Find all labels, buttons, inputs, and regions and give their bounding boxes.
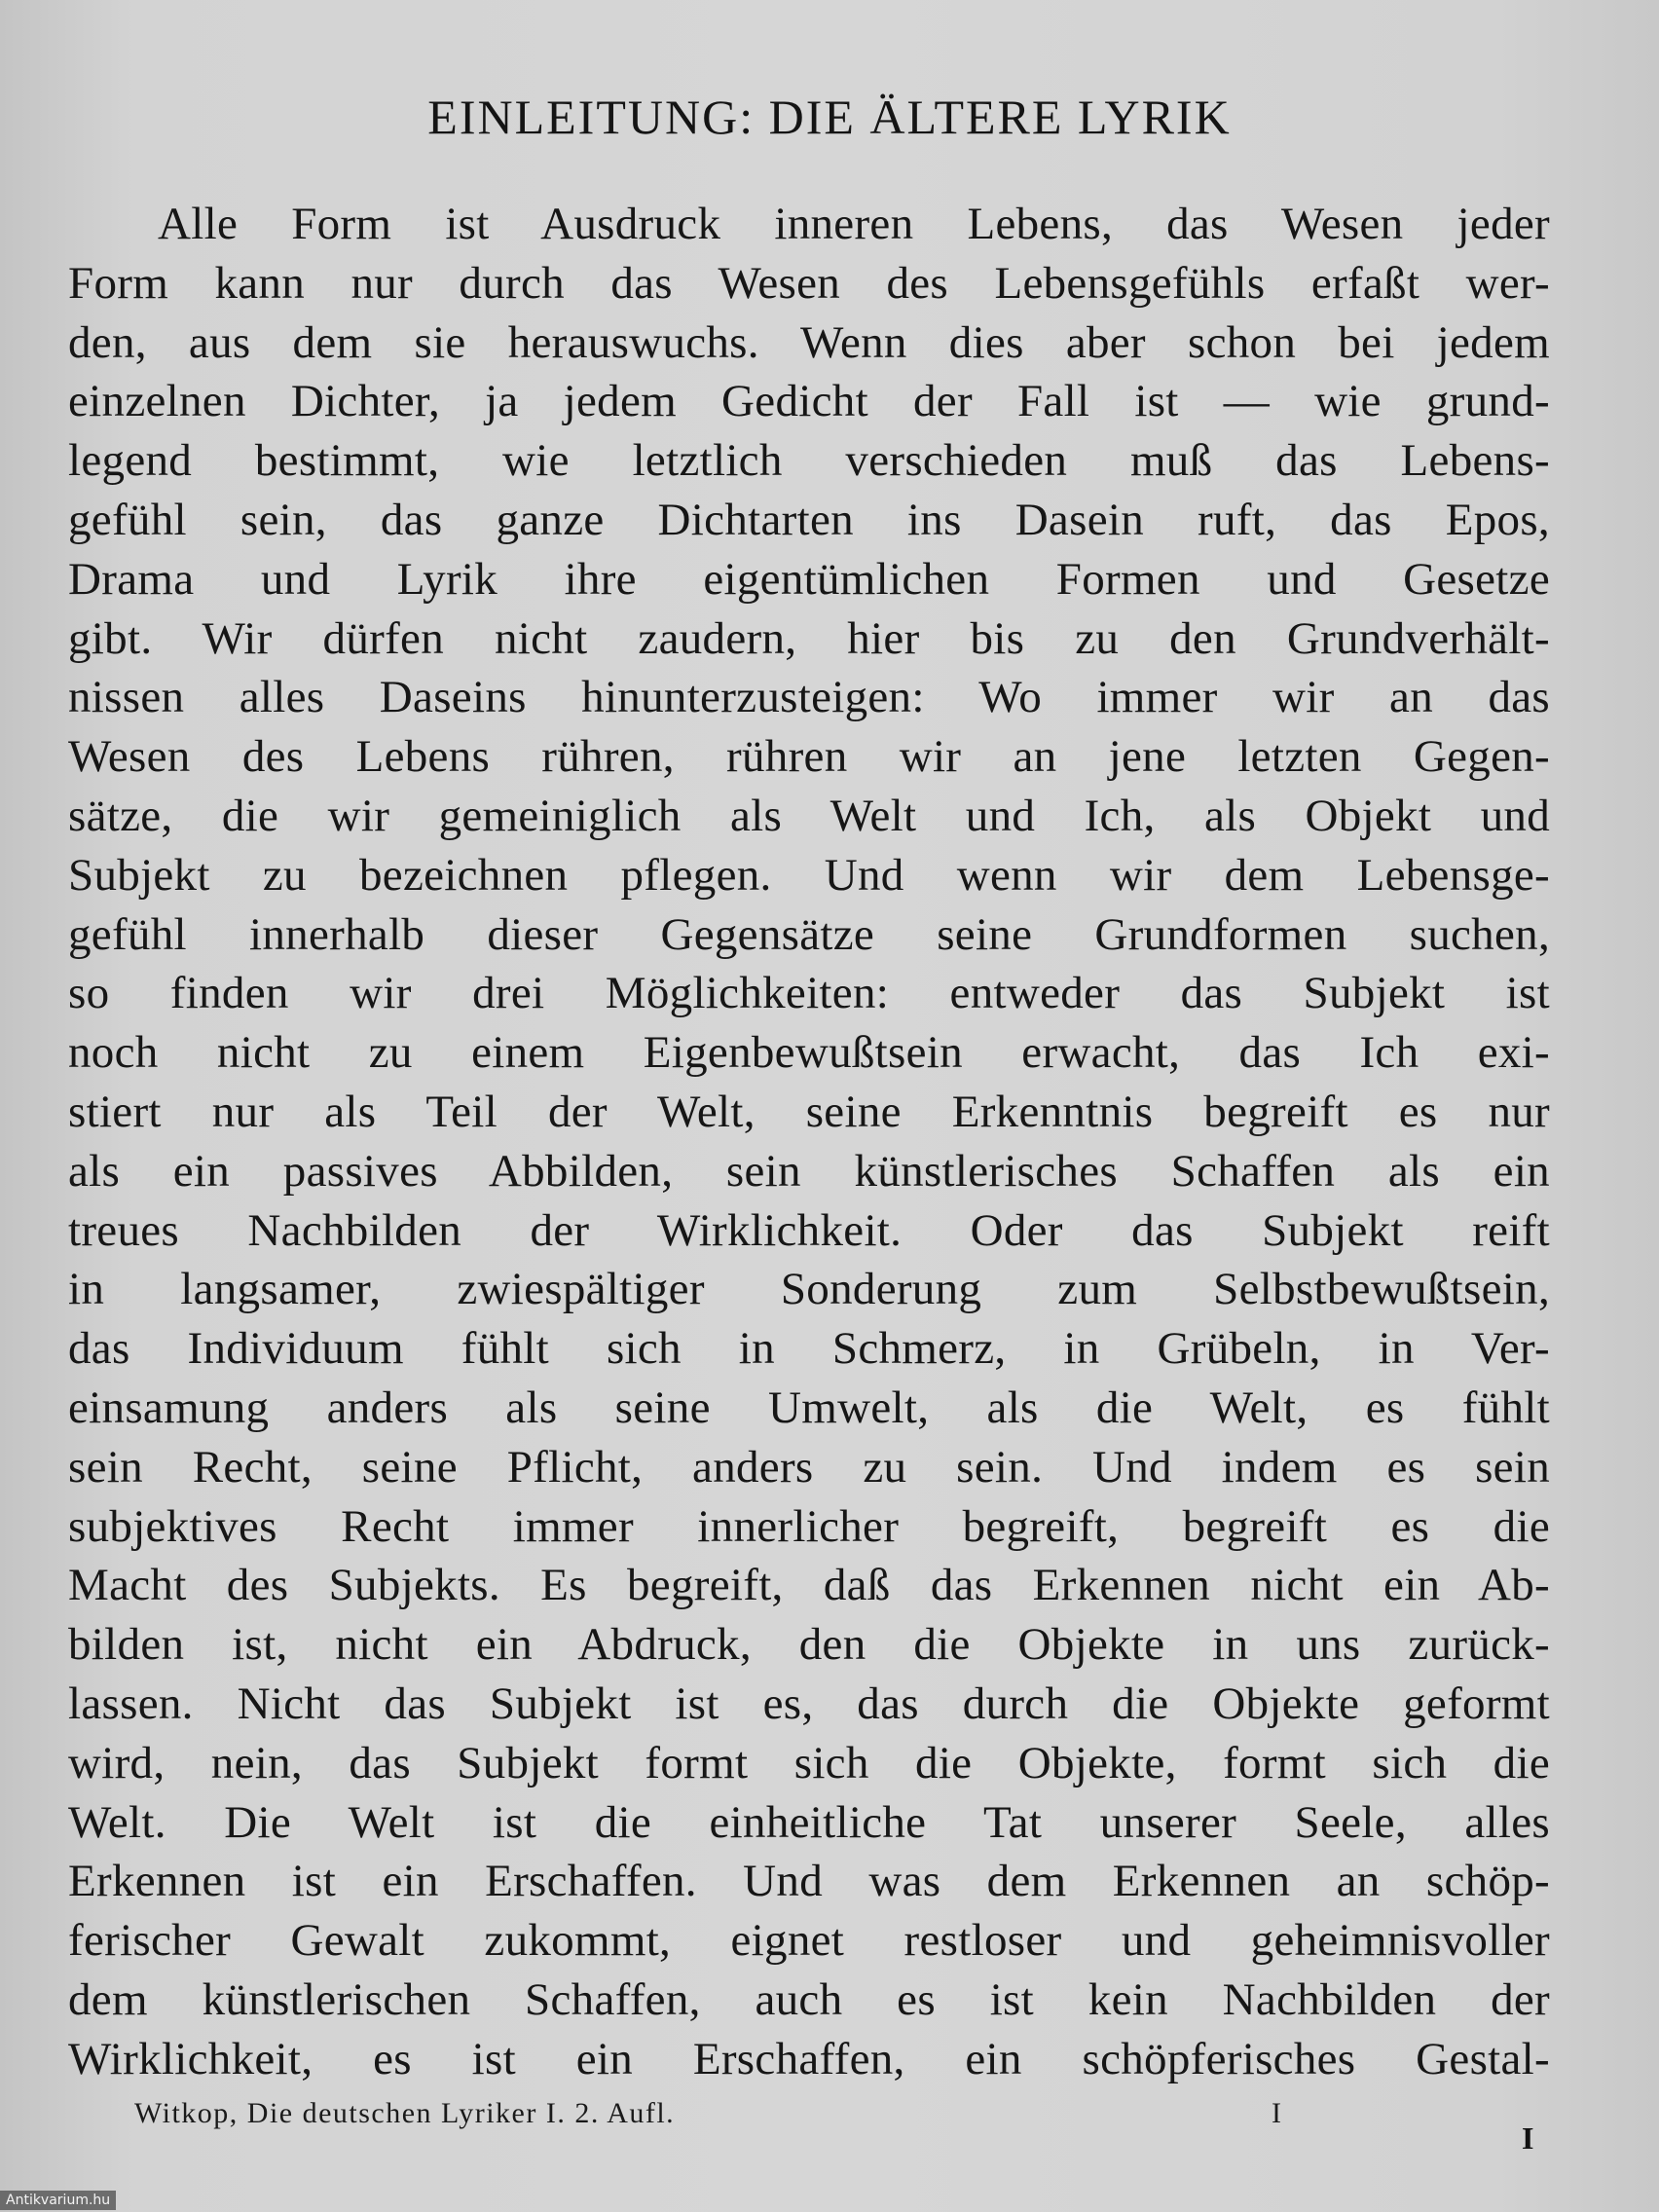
text-line: Welt. Die Welt ist die einheitliche Tat unserer Seele, alles — [68, 1796, 1550, 1848]
text-line: den, aus dem sie herauswuchs. Wenn dies aber schon bei jedem — [68, 316, 1550, 368]
footer-reference: Witkop, Die deutschen Lyriker I. 2. Aufl. — [134, 2097, 676, 2129]
text-line: dem künstlerischen Schaffen, auch es ist kein Nachbilden der — [68, 1973, 1550, 2025]
text-line: subjektives Recht immer innerlicher begreift, begreift es die — [68, 1500, 1550, 1552]
sheet-signature: I — [1272, 2097, 1281, 2129]
text-line: lassen. Nicht das Subjekt ist es, das durch die Objekte geformt — [68, 1677, 1550, 1729]
text-line: stiert nur als Teil der Welt, seine Erkenntnis begreift es nur — [68, 1086, 1550, 1137]
watermark-label: Antikvarium.hu — [0, 2191, 116, 2210]
text-line: einzelnen Dichter, ja jedem Gedicht der Fall ist — wie grund- — [68, 376, 1550, 427]
text-line: so finden wir drei Möglichkeiten: entweder das Subjekt ist — [68, 968, 1550, 1019]
text-line: das Individuum fühlt sich in Schmerz, in Grübeln, in Ver- — [68, 1323, 1550, 1375]
page-number: I — [1522, 2120, 1534, 2156]
text-line: sätze, die wir gemeiniglich als Welt und Ich, als Objekt und — [68, 790, 1550, 841]
text-line: Wirklichkeit, es ist ein Erschaffen, ein schöpferisches Gestal- — [68, 2033, 1550, 2084]
text-line: gefühl sein, das ganze Dichtarten ins Dasein ruft, das Epos, — [68, 494, 1550, 545]
text-line: Drama und Lyrik ihre eigentümlichen Formen und Gesetze — [68, 553, 1550, 605]
text-line: als ein passives Abbilden, sein künstlerisches Schaffen als ein — [68, 1145, 1550, 1197]
text-line: legend bestimmt, wie letztlich verschieden muß das Lebens- — [68, 435, 1550, 487]
chapter-heading: EINLEITUNG: DIE ÄLTERE LYRIK — [427, 90, 1232, 144]
text-line: sein Recht, seine Pflicht, anders zu sein. Und indem es sein — [68, 1441, 1550, 1493]
text-line: gibt. Wir dürfen nicht zaudern, hier bis zu den Grundverhält- — [68, 612, 1550, 664]
text-line: einsamung anders als seine Umwelt, als die Welt, es fühlt — [68, 1382, 1550, 1433]
text-line: wird, nein, das Subjekt formt sich die Objekte, formt sich die — [68, 1737, 1550, 1788]
text-line: Macht des Subjekts. Es begreift, daß das Erkennen nicht ein Ab- — [68, 1560, 1550, 1611]
text-line: Wesen des Lebens rühren, rühren wir an jene letzten Gegen- — [68, 731, 1550, 783]
text-line: bilden ist, nicht ein Abdruck, den die Objekte in uns zurück- — [68, 1619, 1550, 1671]
text-line: nissen alles Daseins hinunterzusteigen: Wo immer wir an das — [68, 672, 1550, 723]
text-line: Alle Form ist Ausdruck inneren Lebens, das Wesen jeder — [158, 199, 1550, 249]
text-line: noch nicht zu einem Eigenbewußtsein erwacht, das Ich exi- — [68, 1027, 1550, 1079]
text-line: gefühl innerhalb dieser Gegensätze seine Grundformen suchen, — [68, 908, 1550, 960]
text-line: Subjekt zu bezeichnen pflegen. Und wenn wir dem Lebensge- — [68, 849, 1550, 901]
text-line: Form kann nur durch das Wesen des Lebensgefühls erfaßt wer- — [68, 257, 1550, 309]
text-line: in langsamer, zwiespältiger Sonderung zum Selbstbewußtsein, — [68, 1264, 1550, 1315]
text-line: ferischer Gewalt zukommt, eignet restloser und geheimnisvoller — [68, 1915, 1550, 1967]
text-line: Erkennen ist ein Erschaffen. Und was dem Erkennen an schöp- — [68, 1856, 1550, 1907]
body-text — [68, 195, 1550, 2089]
text-line: treues Nachbilden der Wirklichkeit. Oder das Subjekt reift — [68, 1204, 1550, 1256]
